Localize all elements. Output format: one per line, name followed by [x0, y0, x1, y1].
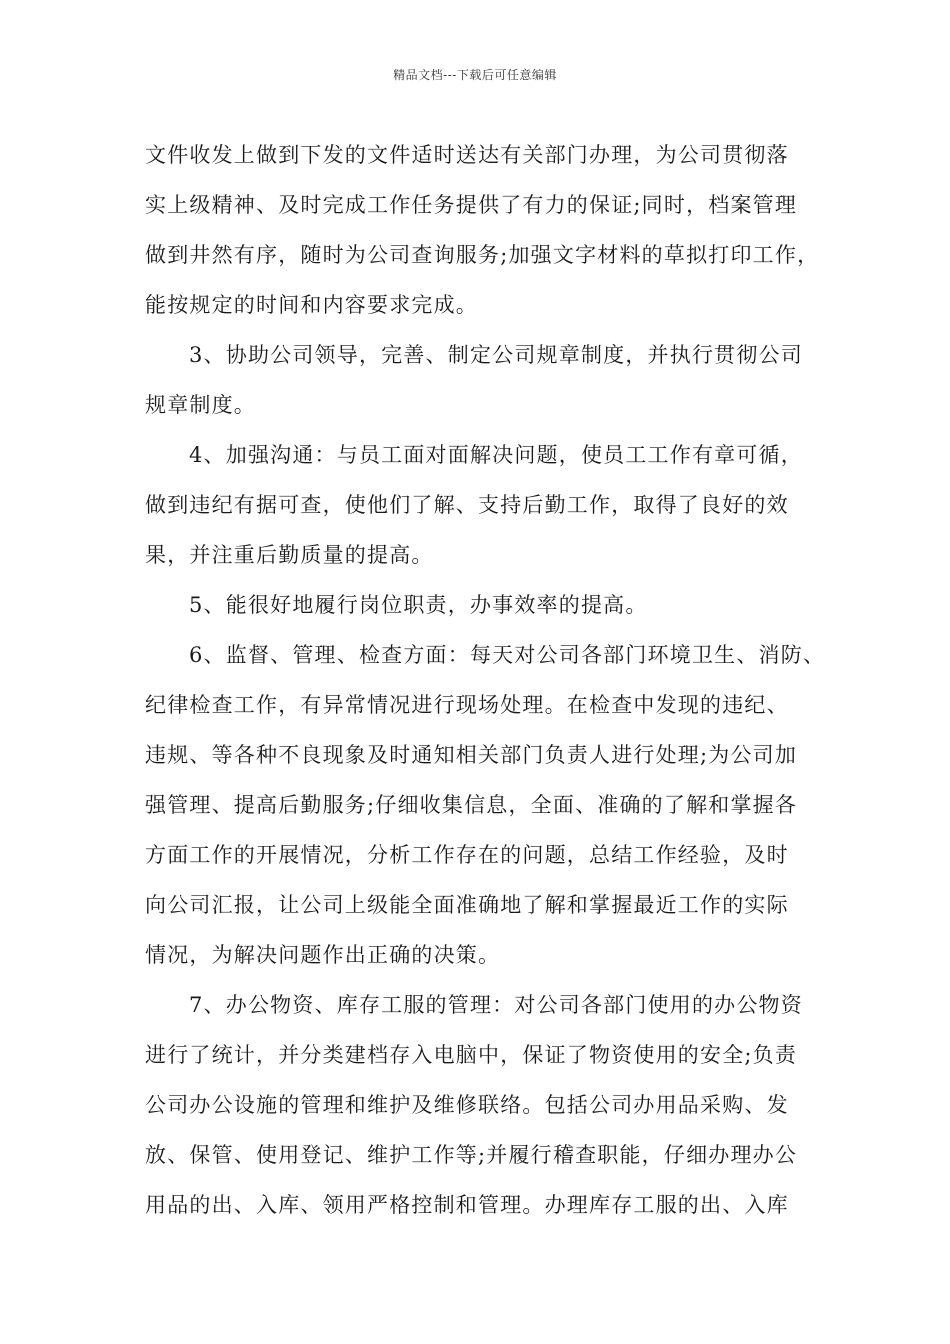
paragraph-start-line: 6、监督、管理、检查方面：每天对公司各部门环境卫生、消防、: [189, 643, 826, 667]
text-line: 强管理、提高后勤服务;仔细收集信息，全面、准确的了解和掌握各: [145, 793, 798, 817]
document-body: [145, 130, 826, 1230]
text-line: 做到井然有序，随时为公司查询服务;加强文字材料的草拟打印工作，: [145, 243, 820, 267]
text-line: 能按规定的时间和内容要求完成。: [145, 293, 478, 317]
text-line: 用品的出、入库、领用严格控制和管理。办理库存工服的出、入库: [145, 1193, 789, 1217]
text-line: 放、保管、使用登记、维护工作等;并履行稽查职能，仔细办理办公: [145, 1143, 798, 1167]
text-line: 纪律检查工作，有异常情况进行现场处理。在检查中发现的违纪、: [145, 693, 789, 717]
paragraph-start-line: 3、协助公司领导，完善、制定公司规章制度，并执行贯彻公司: [189, 343, 803, 367]
text-line: 进行了统计，并分类建档存入电脑中，保证了物资使用的安全;负责: [145, 1043, 798, 1067]
text-line: 违规、等各种不良现象及时通知相关部门负责人进行处理;为公司加: [145, 743, 798, 767]
text-line: 果，并注重后勤质量的提高。: [145, 543, 434, 567]
page-header: 精品文档---下载后可任意编辑: [393, 68, 557, 82]
paragraph-start-line: 4、加强沟通：与员工面对面解决问题，使员工工作有章可循，: [189, 443, 803, 467]
text-line: 向公司汇报，让公司上级能全面准确地了解和掌握最近工作的实际: [145, 893, 789, 917]
text-line: 情况，为解决问题作出正确的决策。: [145, 943, 501, 967]
text-line: 公司办公设施的管理和维护及维修联络。包括公司办用品采购、发: [145, 1093, 789, 1117]
paragraph-start-line: 5、能很好地履行岗位职责，办事效率的提高。: [189, 593, 648, 617]
text-line: 方面工作的开展情况，分析工作存在的问题，总结工作经验，及时: [145, 843, 789, 867]
text-line: 做到违纪有据可查，使他们了解、支持后勤工作，取得了良好的效: [145, 493, 789, 517]
text-line: 规章制度。: [145, 393, 256, 417]
text-line: 实上级精神、及时完成工作任务提供了有力的保证;同时，档案管理: [145, 193, 798, 217]
text-line: 文件收发上做到下发的文件适时送达有关部门办理，为公司贯彻落: [145, 143, 789, 167]
paragraph-start-line: 7、办公物资、库存工服的管理：对公司各部门使用的办公物资: [189, 993, 803, 1017]
